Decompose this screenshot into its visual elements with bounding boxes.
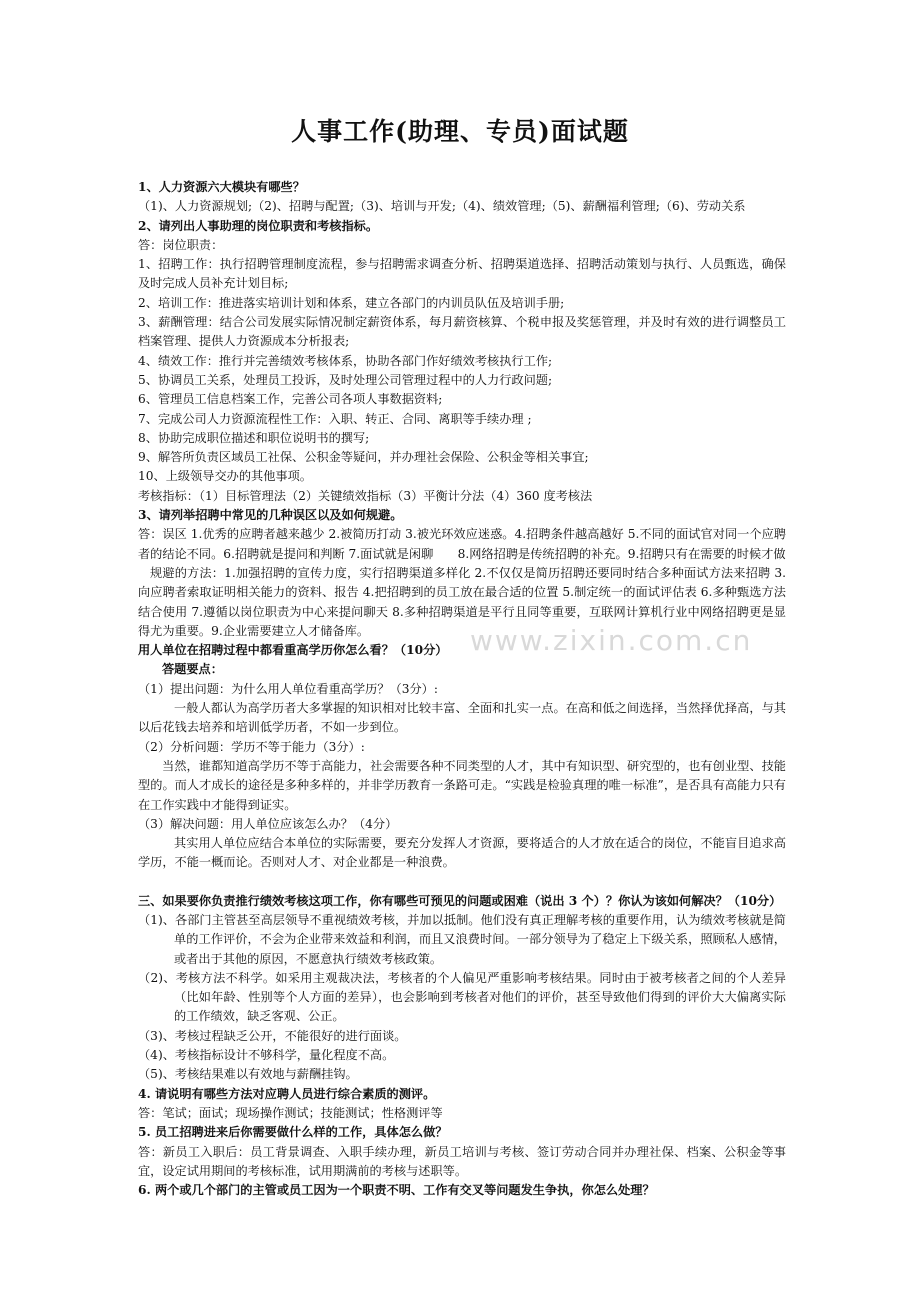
paragraph: 其实用人单位应结合本单位的实际需要，要充分发挥人才资源，要将适合的人才放在适合的岗位，不能盲目追求高学历，不能一概而论。否则对人才、对企业都是一种浪费。: [138, 836, 786, 870]
question-heading: 4. 请说明有哪些方法对应聘人员进行综合素质的测评。: [138, 1086, 436, 1101]
paragraph: 当然，谁都知道高学历不等于高能力，社会需要各种不同类型的人才，其中有知识型、研究型的，也有创业型、技能型的。而人才成长的途径是多种多样的，并非学历教育一条路可走。“实践是检验真理的唯一标准”，是否具有高能力只有在工作实践中才能得到证实。: [138, 758, 786, 812]
paragraph: 考核指标：（1）目标管理法（2）关键绩效指标（3）平衡计分法（4）360 度考核法: [138, 488, 593, 503]
paragraph: 答：新员工入职后：员工背景调查、入职手续办理，新员工培训与考核、签订劳动合同并办理社保、档案、公积金等事宜，设定试用期间的考核标准，试用期满前的考核与述职等。: [138, 1144, 786, 1178]
paragraph: 9、解答所负责区域员工社保、公积金等疑问，并办理社会保险、公积金等相关事宜;: [138, 450, 589, 465]
question-heading: 三、如果要你负责推行绩效考核这项工作，你有哪些可预见的问题或困难（说出 3 个）？你认为该如何解决？（10分）: [138, 893, 782, 908]
paragraph: （1）提出问题：为什么用人单位看重高学历？（3分）:: [138, 681, 438, 696]
paragraph: 7、完成公司人力资源流程性工作：入职、转正、合同、离职等手续办理 ;: [138, 411, 532, 426]
paragraph: （4)、考核指标设计不够科学，量化程度不高。: [138, 1048, 395, 1063]
paragraph: 4、绩效工作：推行并完善绩效考核体系，协助各部门作好绩效考核执行工作;: [138, 353, 553, 368]
question-heading: 用人单位在招聘过程中都看重高学历你怎么看？（10分）: [138, 643, 448, 658]
watermark: www.zixin.com.cn: [470, 624, 753, 657]
document-body: [138, 178, 786, 1200]
paragraph: （1)、人力资源规划;（2)、招聘与配置;（3)、培训与开发;（4)、绩效管理;（5)、薪酬福利管理;（6)、劳动关系: [138, 199, 746, 214]
question-heading: 3、请列举招聘中常见的几种误区以及如何规避。: [138, 508, 403, 523]
paragraph: （3)、考核过程缺乏公开，不能很好的进行面谈。: [138, 1028, 407, 1043]
paragraph: （2）分析问题：学历不等于能力（3分）:: [138, 739, 365, 754]
question-heading: 2、请列出人事助理的岗位职责和考核指标。: [138, 218, 379, 233]
paragraph: （2)、考核方法不科学。如采用主观裁决法，考核者的个人偏见严重影响考核结果。同时由于被考核者之间的个人差异（比如年龄、性别等个人方面的差异），也会影响到考核者对他们的评价，甚至导致他们得到的评价大大偏离实际的工作绩效，缺乏客观、公正。: [138, 970, 786, 1024]
paragraph: 8、协助完成职位描述和职位说明书的撰写;: [138, 430, 370, 445]
paragraph: 规避的方法：1.加强招聘的宣传力度，实行招聘渠道多样化 2.不仅仅是简历招聘还要同时结合多种面试方法来招聘 3.向应聘者索取证明相关能力的资料、报告 4.把招聘到的员工放在最合适的位置 5.制定统一的面试评估表 6.多种甄选方法结合使用 7.遵循以岗位职责为中心来提问聊天 8.多种招聘渠道是平行且同等重要，互联网计算机行业中网络招聘更是显得尤为重要。9.企业需要建立人才储备库。: [138, 565, 786, 638]
paragraph: 2、培训工作：推进落实培训计划和体系，建立各部门的内训员队伍及培训手册;: [138, 295, 565, 310]
paragraph: 5、协调员工关系，处理员工投诉，及时处理公司管理过程中的人力行政问题;: [138, 372, 553, 387]
blank-line: [138, 873, 786, 892]
document-title: 人事工作(助理、专员)面试题: [291, 117, 629, 146]
paragraph: 答：笔试；面试；现场操作测试；技能测试；性格测评等: [138, 1105, 443, 1120]
paragraph: 答：岗位职责：: [138, 237, 224, 252]
question-heading: 6. 两个或几个部门的主管或员工因为一个职责不明、工作有交叉等问题发生争执，你怎么处理？: [138, 1183, 655, 1198]
paragraph: 一般人都认为高学历者大多掌握的知识相对比较丰富、全面和扎实一点。在高和低之间选择，当然择优择高，与其以后花钱去培养和培训低学历者，不如一步到位。: [138, 701, 786, 735]
question-heading: 1、人力资源六大模块有哪些？: [138, 180, 305, 194]
paragraph: （5)、考核结果难以有效地与薪酬挂钩。: [138, 1067, 358, 1082]
question-heading: 5. 员工招聘进来后你需要做什么样的工作，具体怎么做？: [138, 1125, 448, 1140]
question-heading: 答题要点：: [162, 662, 223, 677]
paragraph: （1)、各部门主管甚至高层领导不重视绩效考核，并加以抵制。他们没有真正理解考核的重要作用，认为绩效考核就是简单的工作评价，不会为企业带来效益和利润，而且又浪费时间。一部分领导为了稳定上下级关系，照顾私人感情，或者出于其他的原因，不愿意执行绩效考核政策。: [138, 912, 786, 966]
paragraph: 10、上级领导交办的其他事项。: [138, 469, 312, 484]
paragraph: 6、管理员工信息档案工作，完善公司各项人事数据资料;: [138, 392, 443, 407]
paragraph: 3、薪酬管理：结合公司发展实际情况制定薪资体系，每月薪资核算、个税申报及奖惩管理，并及时有效的进行调整员工档案管理、提供人力资源成本分析报表;: [138, 315, 786, 349]
paragraph: （3）解决问题：用人单位应该怎么办？（4分）: [138, 816, 398, 831]
paragraph: 答：误区 1.优秀的应聘者越来越少 2.被简历打动 3.被光环效应迷惑。4.招聘条件越高越好 5.不同的面试官对同一个应聘者的结论不同。6.招聘就是提问和判断 7.面试就是闲聊 8.网络招聘是传统招聘的补充。9.招聘只有在需要的时候才做: [138, 527, 786, 561]
paragraph: 1、招聘工作：执行招聘管理制度流程，参与招聘需求调查分析、招聘渠道选择、招聘活动策划与执行、人员甄选，确保及时完成人员补充计划目标;: [138, 257, 786, 291]
